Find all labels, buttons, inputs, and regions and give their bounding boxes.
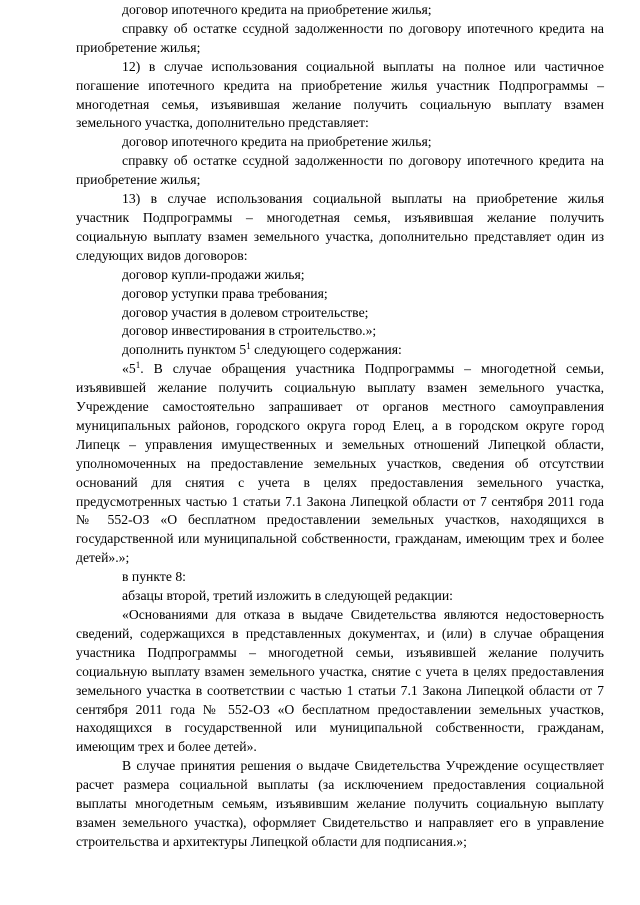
paragraph-list-item: в пункте 8: [122,569,186,585]
text-run: дополнить пунктом 5 [122,342,247,358]
paragraph-list-item: договор ипотечного кредита на приобретение жилья; [122,2,432,17]
paragraph-list-item: договор уступки права требования; [122,285,328,301]
document-body [76,1,604,852]
paragraph-add-point [76,341,604,360]
paragraph: справку об остатке ссудной задолженности по договору ипотечного кредита на приобретение жилья; [76,153,604,188]
superscript: 1 [135,360,141,371]
paragraph-list-item: договор купли-продажи жилья; [122,266,305,282]
superscript: 1 [246,341,251,352]
paragraph-point-5-1 [76,360,604,568]
paragraph: справку об остатке ссудной задолженности по договору ипотечного кредита на приобретение жилья; [76,20,604,55]
paragraph-item-13: 13) в случае использования социальной выплаты на приобретение жилья участник Подпрограммы – многодетная семья, изъявившая желание получить социальную выплату взамен земельного участка, дополнительно представляет один из следующих видов договоров: [76,191,604,263]
text-run: «5 [122,361,136,377]
paragraph-refusal-grounds: «Основаниями для отказа в выдаче Свидетельства являются недостоверность сведений, содержащихся в представленных документах, и (или) в случае обращения участника Подпрограммы – многодетной семьи, изъявившей желание получить социальную выплату взамен земельного участка, снятие с учета в целях предоставления земельного участка в соответствии с частью 1 статьи 7.1 Закона Липецкой области от 7 сентября 2011 года № 552-ОЗ «О бесплатном предоставлении земельных участков, находящихся в государственной или муниципальной собственности, гражданам, имеющим трех и более детей». [76,607,604,755]
text-run: следующего содержания: [250,342,402,358]
text-run: . В случае обращения участника Подпрограммы – многодетной семьи, изъявившей желание получить социальную выплату взамен земельного участка, Учреждение самостоятельно запрашивает от органов местного самоуправления муниципальных районов, городского округа город Елец, а в городском округе город Липецк – управления имущественных и земельных отношений Липецкой области, уполномоченных на предоставление земельных участков, сведения об отсутствии оснований для снятия с учета в целях предоставления земельного участка, предусмотренных частью 1 статьи 7.1 Закона Липецкой области от 7 сентября 2011 года № 552-ОЗ «О бесплатном предоставлении земельных участков, находящихся в государственной или муниципальной собственности, гражданам, имеющим трех и более детей».»; [76,361,604,566]
paragraph-list-item: договор инвестирования в строительство.»; [122,323,377,339]
paragraph-decision: В случае принятия решения о выдаче Свидетельства Учреждение осуществляет расчет размера социальной выплаты (за исключением предоставления социальной выплаты многодетным семьям, изъявившим желание получить социальную выплату взамен земельного участка), оформляет Свидетельство и направляет его в управление строительства и архитектуры Липецкой области для подписания.»; [76,758,604,849]
paragraph-list-item: договор участия в долевом строительстве; [122,304,369,320]
paragraph-item-12: 12) в случае использования социальной выплаты на полное или частичное погашение ипотечного кредита на приобретение жилья участник Подпрограммы – многодетная семья, изъявившая желание получить социальную выплату взамен земельного участка, дополнительно представляет: [76,58,604,131]
paragraph-list-item: договор ипотечного кредита на приобретение жилья; [122,134,432,150]
paragraph-list-item: абзацы второй, третий изложить в следующей редакции: [122,588,453,604]
